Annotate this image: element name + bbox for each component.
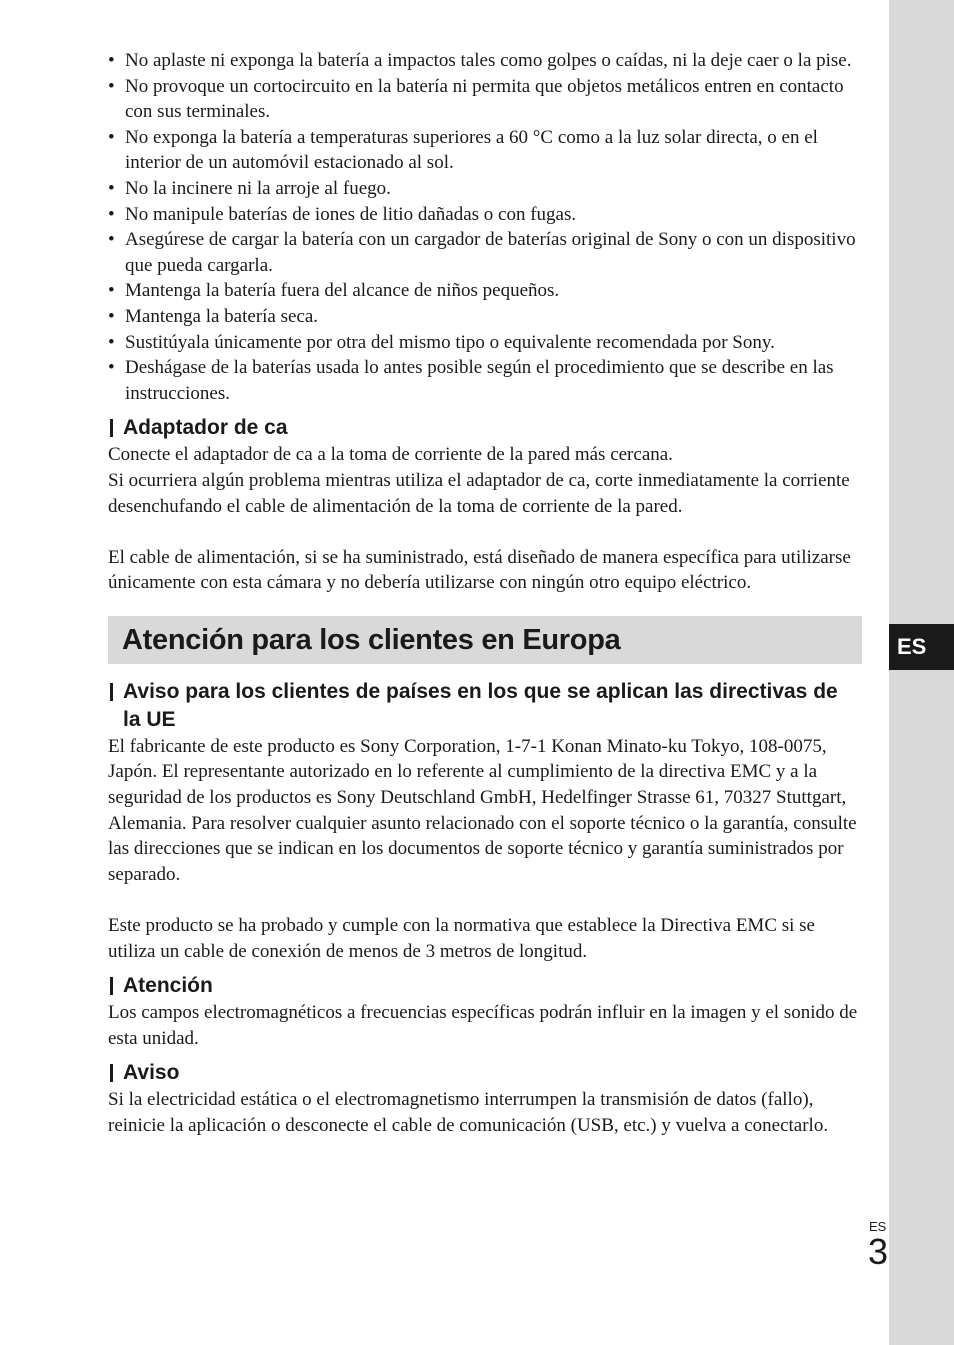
list-item [108,330,860,356]
bullet-glyph: • [108,177,115,199]
list-item-text: Deshágase de la baterías usada lo antes posible según el procedimiento que se describe en las instrucciones. [125,357,834,404]
bullet-glyph: • [108,229,115,251]
list-item-text: No provoque un cortocircuito en la batería ni permita que objetos metálicos entren en contacto con sus terminales. [125,75,844,123]
side-tab [889,0,954,1345]
section-title: Atención para los clientes en Europa [122,623,621,656]
heading-marker-icon [110,977,113,995]
aviso-ue-heading [108,678,860,734]
adaptador-paragraph-2: Si ocurriera algún problema mientras utiliza el adaptador de ca, corte inmediatamente la corriente desenchufando el cable de alimentación de la toma de corriente de la pared. [108,469,850,517]
language-tab: ES [889,624,954,670]
list-item [108,176,860,202]
page-number: 3 [868,1231,889,1272]
atencion-paragraph: Los campos electromagnéticos a frecuencias específicas podrán influir en la imagen y el sonido de esta unidad. [108,1002,858,1049]
list-item [108,227,860,278]
list-item-text: No exponga la batería a temperaturas superiores a 60 °C como a la luz solar directa, o en el interior de un automóvil estacionado al sol. [125,126,818,174]
list-item [108,74,860,125]
list-item-text: Mantenga la batería fuera del alcance de niños pequeños. [125,280,560,302]
heading-text: Aviso [123,1061,180,1085]
adaptador-paragraph-3: El cable de alimentación, si se ha suministrado, está diseñado de manera específica para utilizarse únicamente con esta cámara y no debería utilizarse con ningún otro equipo eléctrico. [108,546,851,594]
list-item-text: Sustitúyala únicamente por otra del mismo tipo o equivalente recomendada por Sony. [125,331,775,353]
list-item [108,278,860,304]
bullet-glyph: • [108,305,115,327]
page-number-language: ES [869,1219,887,1234]
heading-text: Adaptador de ca [123,416,288,440]
heading-text: Atención [123,974,213,998]
bullet-glyph: • [108,126,115,148]
list-item [108,202,860,228]
list-item-text: Asegúrese de cargar la batería con un cargador de baterías original de Sony o con un dispositivo que pueda cargarla. [125,229,856,276]
heading-marker-icon [110,1064,113,1082]
list-item [108,48,860,74]
heading-marker-icon [110,683,113,701]
aviso-ue-paragraph-1: El fabricante de este producto es Sony Corporation, 1-7-1 Konan Minato-ku Tokyo, 108-0075, Japón. El representante autorizado en lo referente al cumplimiento de la directiva EMC y a la seguridad de los productos es Sony Deutschland GmbH, Hedelfinger Strasse 61, 70327 Stuttgart, Alemania. Para resolver cualquier asunto relacionado con el soporte técnico o la garantía, consulte las direcciones que se indican en los documentos de soporte técnico y garantía suministrados por separado. [108,735,857,885]
page-content [108,48,860,1139]
bullet-glyph: • [108,50,115,71]
bullet-glyph: • [108,331,115,353]
list-item [108,304,860,330]
adaptador-heading [108,414,860,442]
list-item [108,355,860,406]
adaptador-paragraph-1: Conecte el adaptador de ca a la toma de corriente de la pared más cercana. [108,444,673,466]
list-item [108,125,860,176]
list-item-text: No manipule baterías de iones de litio dañadas o con fugas. [125,203,577,225]
aviso-ue-paragraph-2: Este producto se ha probado y cumple con la normativa que establece la Directiva EMC si se utiliza un cable de conexión de menos de 3 metros de longitud. [108,915,815,962]
atencion-heading [108,972,860,1000]
aviso-paragraph: Si la electricidad estática o el electromagnetismo interrumpen la transmisión de datos (fallo), reinicie la aplicación o desconecte el cable de comunicación (USB, etc.) y vuelva a conectarlo. [108,1089,829,1136]
bullet-glyph: • [108,280,115,302]
heading-marker-icon [110,419,113,437]
list-item-text: No la incinere ni la arroje al fuego. [125,177,391,199]
list-item-text: No aplaste ni exponga la batería a impactos tales como golpes o caídas, ni la deje caer o la pise. [125,50,852,71]
aviso-heading [108,1059,860,1087]
bullet-glyph: • [108,75,115,97]
heading-text: Aviso para los clientes de países en los que se aplican las directivas de la UE [123,679,838,731]
bullet-glyph: • [108,203,115,225]
battery-precautions-list [108,48,860,406]
list-item-text: Mantenga la batería seca. [125,305,319,327]
bullet-glyph: • [108,357,115,379]
section-title-bar [108,616,862,664]
